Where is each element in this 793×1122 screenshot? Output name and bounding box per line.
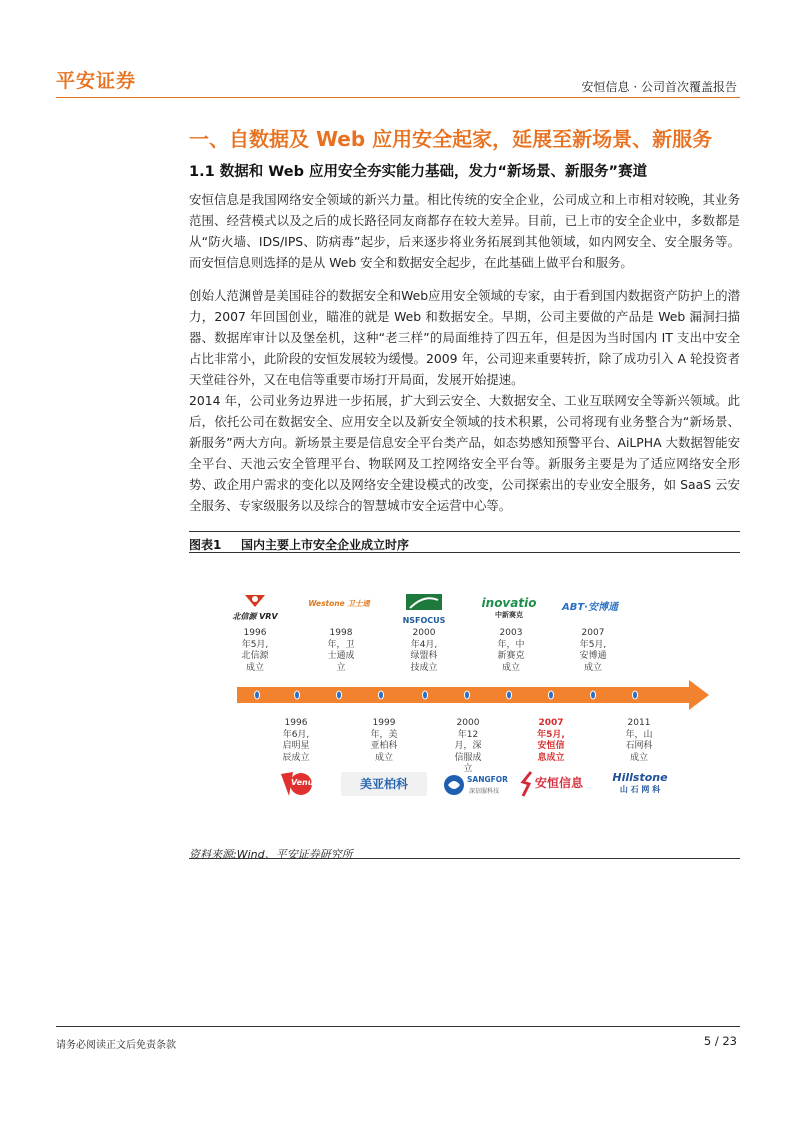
logo-westone: Westone 卫士通 [308, 599, 370, 608]
paragraph-3: 2014 年，公司业务边界进一步拓展，扩大到云安全、大数据安全、工业互联网安全等新兴领域。此后，依托公司在数据安全、应用安全以及新安全领域的技术积累，公司将现有业务整合为“新场景、新服务”两大方向。新场景主要是信息安全平台类产品，如态势感知预警平台、AiLPHA 大数据智能安全平台、天池云安全管理平台、物联网及工控网络安全平台等。新服务主要是为了适应网络安全形势、政企用户需求的变化以及网络安全建设模式的改变，公司探索出的专业安全服务，如 SaaS 云安全服务、专家级服务以及综合的智慧城市安全运营中心等。 [189, 393, 740, 513]
dbappsecurity-icon [519, 770, 535, 798]
event-line: 2000 [456, 718, 480, 728]
timeline-dot [295, 691, 300, 699]
event-line: 亚柏科 [370, 741, 398, 751]
figure-label: 图表1 [189, 538, 222, 552]
page-number: 5 / 23 [703, 1034, 737, 1048]
nsfocus-icon [404, 592, 444, 612]
event-line: 成立 [629, 752, 648, 763]
timeline-figure [189, 560, 740, 840]
logo-sangfor-sub: 深信服科技 [469, 788, 500, 795]
event-line: 年5月, [241, 639, 269, 650]
logo-dbappsecurity-text: 安恒信息 [535, 776, 584, 790]
event-line: 月，深 [454, 741, 482, 751]
event-line: 1996 [284, 718, 308, 728]
figure-top-rule [189, 531, 740, 532]
event-line: 立 [336, 662, 346, 673]
figure-caption-rule [189, 552, 740, 553]
event-line: 2003 [499, 628, 523, 638]
logo-sangfor-text: SANGFOR [467, 775, 508, 784]
logo-sangfor [443, 772, 509, 798]
sangfor-icon [443, 774, 465, 796]
timeline-event-abt [561, 628, 625, 674]
logo-nsfocus [392, 592, 456, 625]
brand-logo: 平安证券 [56, 70, 137, 92]
logo-dbappsecurity [519, 770, 585, 800]
event-line: 成立 [583, 662, 602, 673]
timeline-dot [507, 691, 512, 699]
timeline-dot [337, 691, 342, 699]
event-line: 成立 [501, 662, 520, 673]
figure-bottom-rule [189, 858, 740, 859]
event-line: 成立 [245, 662, 264, 673]
event-line: 立 [463, 764, 473, 774]
timeline-event-sinovatio [479, 628, 543, 674]
event-line: 成立 [374, 752, 393, 763]
event-line: 年6月, [282, 729, 310, 740]
event-line: 年，山 [625, 729, 653, 740]
timeline-event-dbappsecurity [519, 718, 583, 764]
event-line: 年5月, [537, 729, 565, 740]
paragraph-1: 安恒信息是我国网络安全领域的新兴力量。相比传统的安全企业，公司成立和上市相对较晚，其业务范围、经营模式以及之后的成长路径同友商都存在较大差异。目前，已上市的安全企业中，多数都是从“防火墙、IDS/IPS、防病毒”起步，后来逐步将业务拓展到其他领域，如内网安全、安全服务等。而安恒信息则选择的是从 Web 安全和数据安全起步，在此基础上做平台和服务。 [189, 192, 740, 270]
timeline-event-venus [264, 718, 328, 764]
event-line: 2007 [581, 628, 605, 638]
event-line: 辰成立 [282, 752, 310, 763]
event-line: 1998 [329, 628, 353, 638]
logo-meiya [341, 772, 427, 796]
timeline-dot [465, 691, 470, 699]
section-title: 一、自数据及 Web 应用安全起家，延展至新场景、新服务 [189, 127, 713, 151]
logo-hillstone-sub: 山 石 网 科 [619, 785, 661, 794]
timeline-event-westone [309, 628, 373, 674]
logo-sinovatio-text: inovatio [481, 596, 537, 610]
figure-title: 国内主要上市安全企业成立时序 [241, 538, 410, 552]
logo-sinovatio-sub: 中新赛克 [495, 611, 523, 619]
header-report-title: 安恒信息 · 公司首次覆盖报告 [581, 80, 737, 94]
header-divider [56, 97, 740, 98]
event-line: 息成立 [537, 752, 565, 763]
logo-nsfocus-text: NSFOCUS [402, 616, 446, 625]
event-line: 安博通 [579, 651, 607, 661]
timeline-event-hillstone [607, 718, 671, 764]
event-line: 年，中 [497, 639, 525, 650]
footer-divider [56, 1026, 740, 1027]
logo-meiya-text: 美亚柏科 [359, 777, 408, 791]
logo-venus-text: Venus [291, 778, 319, 787]
event-line: 北信源 [241, 651, 269, 661]
figure-caption [189, 536, 409, 553]
timeline-dot [591, 691, 596, 699]
logo-abt: ABT·安博通 [562, 602, 618, 613]
event-line: 石网科 [625, 741, 653, 751]
event-line: 年4月, [410, 639, 438, 650]
vrv-icon [245, 595, 265, 607]
event-line: 年12 [457, 729, 479, 740]
event-line: 1996 [243, 628, 267, 638]
logo-vrv-text: 北信源 VRV [232, 612, 278, 621]
figure-source: 资料来源:Wind、平安证券研究所 [189, 848, 353, 861]
timeline-dot [549, 691, 554, 699]
timeline-dot [633, 691, 638, 699]
event-line: 年，美 [370, 729, 398, 740]
logo-hillstone-text: Hillstone [612, 771, 668, 784]
logo-hillstone [610, 771, 670, 795]
event-line: 启明星 [282, 741, 310, 751]
timeline-dot [255, 691, 260, 699]
logo-venus [279, 770, 319, 798]
paragraph-2: 创始人范渊曾是美国硅谷的数据安全和Web应用安全领域的专家，由于看到国内数据资产防护上的潜力，2007 年回国创业，瞄准的就是 Web 和数据安全。早期，公司主要做的产品是 Web 漏洞扫描器、数据库审计以及堡垒机，这种“老三样”的局面维持了四五年，但是因为当时国内 IT 支出中安全占比非常小，此阶段的安恒发展较为缓慢。2009 年，公司迎来重要转折，除了成功引入 A 轮投资者天堂硅谷外，又在电信等重要市场打开局面，发展开始提速。 [189, 288, 740, 387]
event-line: 2007 [538, 718, 564, 728]
timeline-dot [423, 691, 428, 699]
event-line: 新赛克 [497, 651, 525, 661]
event-line: 1999 [372, 718, 396, 728]
event-line: 年5月, [579, 639, 607, 650]
timeline-event-meiya [352, 718, 416, 764]
event-line: 信服成 [454, 752, 482, 763]
event-line: 年，卫 [327, 639, 355, 650]
footer-disclaimer: 请务必阅读正文后免责条款 [56, 1040, 176, 1051]
event-line: 士通成 [327, 651, 355, 661]
event-line: 2011 [627, 718, 651, 728]
timeline-event-nsfocus [392, 628, 456, 674]
logo-vrv [222, 592, 288, 622]
event-line: 技成立 [410, 662, 438, 673]
event-line: 安恒信 [537, 741, 565, 751]
logo-sinovatio [473, 596, 545, 620]
timeline-dot [379, 691, 384, 699]
event-line: 2000 [412, 628, 436, 638]
timeline-event-vrv [223, 628, 287, 674]
subsection-title: 1.1 数据和 Web 应用安全夯实能力基础，发力“新场景、新服务”赛道 [189, 164, 648, 180]
timeline-event-sangfor [436, 718, 500, 776]
event-line: 绿盟科 [410, 651, 438, 661]
